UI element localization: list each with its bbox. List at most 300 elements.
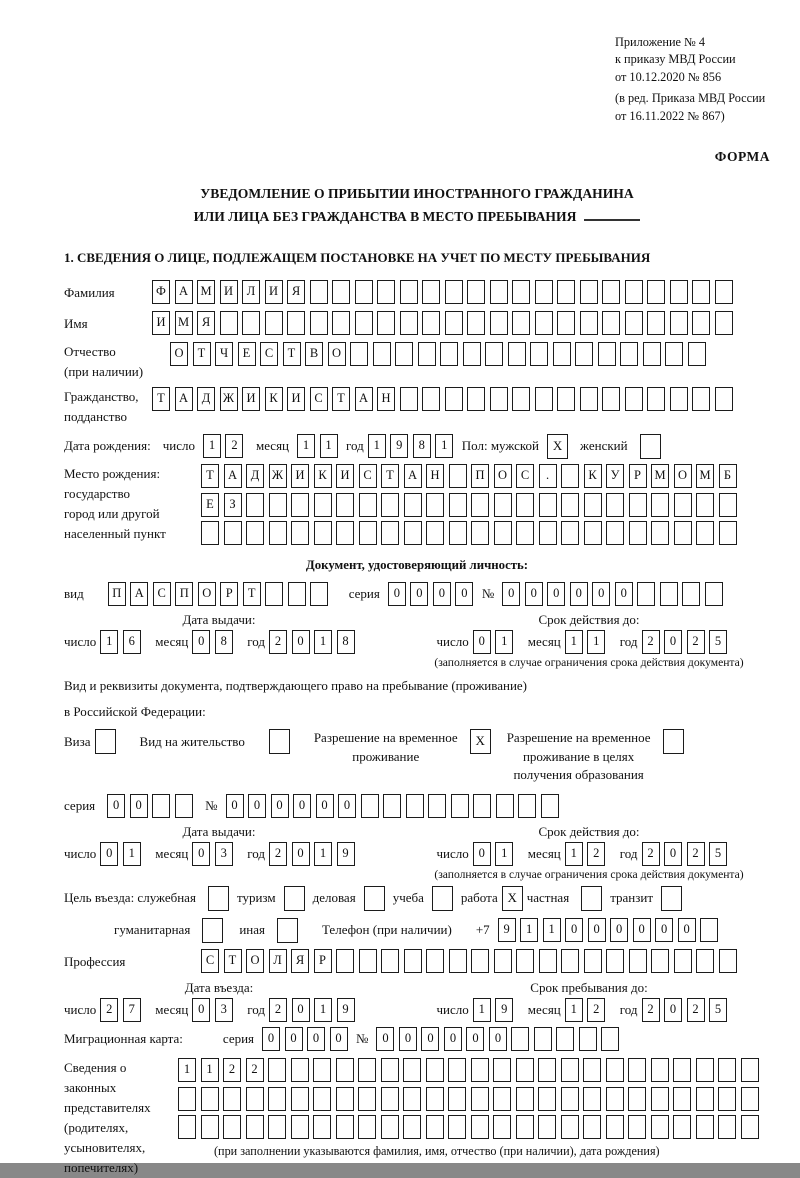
char-cell[interactable] bbox=[490, 387, 508, 411]
sex-male-checkbox[interactable]: X bbox=[547, 434, 568, 459]
char-cell[interactable] bbox=[422, 280, 440, 304]
char-cell[interactable]: 9 bbox=[498, 918, 516, 942]
char-cell[interactable] bbox=[692, 280, 710, 304]
char-cell[interactable] bbox=[584, 949, 602, 973]
char-cell[interactable]: Н bbox=[377, 387, 395, 411]
char-cell[interactable]: Я bbox=[197, 311, 215, 335]
char-cell[interactable] bbox=[539, 521, 557, 545]
char-cell[interactable]: П bbox=[175, 582, 193, 606]
char-cell[interactable] bbox=[718, 1115, 736, 1139]
char-cell[interactable] bbox=[557, 387, 575, 411]
char-cell[interactable] bbox=[606, 949, 624, 973]
doc-valid-month-boxes[interactable] bbox=[565, 630, 610, 654]
char-cell[interactable]: 1 bbox=[314, 998, 332, 1022]
char-cell[interactable] bbox=[490, 280, 508, 304]
char-cell[interactable] bbox=[332, 311, 350, 335]
char-cell[interactable] bbox=[426, 1058, 444, 1082]
char-cell[interactable] bbox=[628, 1058, 646, 1082]
char-cell[interactable]: 0 bbox=[330, 1027, 348, 1051]
char-cell[interactable]: Т bbox=[243, 582, 261, 606]
char-cell[interactable] bbox=[494, 949, 512, 973]
char-cell[interactable]: 1 bbox=[473, 998, 491, 1022]
char-cell[interactable] bbox=[336, 1115, 354, 1139]
char-cell[interactable] bbox=[602, 280, 620, 304]
char-cell[interactable]: 0 bbox=[292, 842, 310, 866]
birthplace-boxes-line3[interactable] bbox=[201, 521, 741, 545]
char-cell[interactable] bbox=[584, 493, 602, 517]
char-cell[interactable] bbox=[516, 521, 534, 545]
char-cell[interactable] bbox=[688, 342, 706, 366]
char-cell[interactable] bbox=[557, 280, 575, 304]
char-cell[interactable] bbox=[463, 342, 481, 366]
char-cell[interactable]: 0 bbox=[473, 630, 491, 654]
char-cell[interactable] bbox=[629, 521, 647, 545]
char-cell[interactable]: М bbox=[197, 280, 215, 304]
char-cell[interactable]: 0 bbox=[248, 794, 266, 818]
char-cell[interactable] bbox=[561, 493, 579, 517]
char-cell[interactable] bbox=[647, 311, 665, 335]
char-cell[interactable] bbox=[647, 280, 665, 304]
char-cell[interactable]: 3 bbox=[215, 842, 233, 866]
char-cell[interactable] bbox=[538, 1087, 556, 1111]
char-cell[interactable] bbox=[471, 949, 489, 973]
char-cell[interactable] bbox=[449, 949, 467, 973]
char-cell[interactable] bbox=[381, 493, 399, 517]
char-cell[interactable]: С bbox=[310, 387, 328, 411]
char-cell[interactable] bbox=[494, 493, 512, 517]
char-cell[interactable] bbox=[705, 582, 723, 606]
char-cell[interactable]: С bbox=[260, 342, 278, 366]
char-cell[interactable] bbox=[445, 311, 463, 335]
char-cell[interactable] bbox=[359, 493, 377, 517]
char-cell[interactable]: У bbox=[606, 464, 624, 488]
char-cell[interactable]: И bbox=[291, 464, 309, 488]
char-cell[interactable] bbox=[715, 387, 733, 411]
char-cell[interactable] bbox=[358, 1115, 376, 1139]
char-cell[interactable] bbox=[418, 342, 436, 366]
char-cell[interactable]: Р bbox=[220, 582, 238, 606]
char-cell[interactable] bbox=[493, 1087, 511, 1111]
char-cell[interactable] bbox=[246, 521, 264, 545]
char-cell[interactable] bbox=[651, 1115, 669, 1139]
char-cell[interactable]: 0 bbox=[293, 794, 311, 818]
char-cell[interactable] bbox=[579, 1027, 597, 1051]
permit-valid-year-boxes[interactable] bbox=[642, 842, 732, 866]
char-cell[interactable] bbox=[201, 1087, 219, 1111]
char-cell[interactable]: И bbox=[242, 387, 260, 411]
char-cell[interactable] bbox=[741, 1058, 759, 1082]
char-cell[interactable]: А bbox=[404, 464, 422, 488]
purpose-business-checkbox[interactable] bbox=[364, 886, 385, 911]
char-cell[interactable] bbox=[175, 794, 193, 818]
char-cell[interactable] bbox=[601, 1027, 619, 1051]
char-cell[interactable] bbox=[448, 1087, 466, 1111]
char-cell[interactable]: 0 bbox=[433, 582, 451, 606]
char-cell[interactable] bbox=[606, 1058, 624, 1082]
char-cell[interactable] bbox=[291, 1058, 309, 1082]
char-cell[interactable]: 1 bbox=[495, 842, 513, 866]
char-cell[interactable]: 5 bbox=[709, 998, 727, 1022]
char-cell[interactable]: 5 bbox=[709, 842, 727, 866]
char-cell[interactable]: 0 bbox=[466, 1027, 484, 1051]
name-boxes[interactable] bbox=[152, 311, 737, 335]
char-cell[interactable]: 1 bbox=[495, 630, 513, 654]
char-cell[interactable]: 1 bbox=[123, 842, 141, 866]
char-cell[interactable] bbox=[445, 387, 463, 411]
char-cell[interactable]: 0 bbox=[615, 582, 633, 606]
purpose-tourism-checkbox[interactable] bbox=[284, 886, 305, 911]
char-cell[interactable]: 2 bbox=[642, 842, 660, 866]
char-cell[interactable]: 0 bbox=[592, 582, 610, 606]
char-cell[interactable] bbox=[449, 493, 467, 517]
profession-boxes[interactable] bbox=[201, 949, 741, 973]
birthplace-boxes-line2[interactable] bbox=[201, 493, 741, 517]
char-cell[interactable] bbox=[404, 521, 422, 545]
char-cell[interactable]: 2 bbox=[687, 630, 705, 654]
char-cell[interactable]: К bbox=[314, 464, 332, 488]
char-cell[interactable]: Р bbox=[629, 464, 647, 488]
char-cell[interactable]: Е bbox=[238, 342, 256, 366]
char-cell[interactable]: П bbox=[471, 464, 489, 488]
doc-valid-day-boxes[interactable] bbox=[473, 630, 518, 654]
char-cell[interactable] bbox=[518, 794, 536, 818]
char-cell[interactable]: 2 bbox=[642, 998, 660, 1022]
char-cell[interactable]: И bbox=[336, 464, 354, 488]
char-cell[interactable] bbox=[493, 1115, 511, 1139]
char-cell[interactable]: Ф bbox=[152, 280, 170, 304]
char-cell[interactable] bbox=[377, 280, 395, 304]
char-cell[interactable] bbox=[448, 1115, 466, 1139]
stay-year-boxes[interactable] bbox=[642, 998, 732, 1022]
purpose-official-checkbox[interactable] bbox=[208, 886, 229, 911]
char-cell[interactable] bbox=[535, 387, 553, 411]
char-cell[interactable]: 1 bbox=[201, 1058, 219, 1082]
entry-month-boxes[interactable] bbox=[192, 998, 237, 1022]
char-cell[interactable] bbox=[336, 493, 354, 517]
char-cell[interactable]: 0 bbox=[664, 998, 682, 1022]
char-cell[interactable] bbox=[553, 342, 571, 366]
char-cell[interactable]: Т bbox=[381, 464, 399, 488]
char-cell[interactable]: А bbox=[175, 280, 193, 304]
legal-boxes-line2[interactable] bbox=[178, 1087, 763, 1111]
char-cell[interactable] bbox=[625, 387, 643, 411]
char-cell[interactable]: 0 bbox=[678, 918, 696, 942]
char-cell[interactable] bbox=[336, 1058, 354, 1082]
char-cell[interactable] bbox=[426, 1087, 444, 1111]
char-cell[interactable] bbox=[628, 1087, 646, 1111]
char-cell[interactable]: 2 bbox=[687, 842, 705, 866]
char-cell[interactable] bbox=[246, 493, 264, 517]
char-cell[interactable] bbox=[715, 280, 733, 304]
stay-month-boxes[interactable] bbox=[565, 998, 610, 1022]
char-cell[interactable] bbox=[719, 949, 737, 973]
char-cell[interactable]: 1 bbox=[565, 842, 583, 866]
char-cell[interactable]: П bbox=[108, 582, 126, 606]
char-cell[interactable] bbox=[718, 1058, 736, 1082]
entry-year-boxes[interactable] bbox=[269, 998, 359, 1022]
char-cell[interactable] bbox=[201, 1115, 219, 1139]
char-cell[interactable]: Ж bbox=[220, 387, 238, 411]
purpose-work-checkbox[interactable]: X bbox=[502, 886, 523, 911]
char-cell[interactable] bbox=[467, 280, 485, 304]
surname-boxes[interactable] bbox=[152, 280, 737, 304]
char-cell[interactable]: Д bbox=[197, 387, 215, 411]
char-cell[interactable] bbox=[620, 342, 638, 366]
mig-series-boxes[interactable] bbox=[262, 1027, 352, 1051]
char-cell[interactable] bbox=[332, 280, 350, 304]
char-cell[interactable] bbox=[265, 582, 283, 606]
char-cell[interactable] bbox=[242, 311, 260, 335]
char-cell[interactable] bbox=[313, 1058, 331, 1082]
char-cell[interactable]: Ж bbox=[269, 464, 287, 488]
char-cell[interactable] bbox=[381, 949, 399, 973]
char-cell[interactable] bbox=[291, 493, 309, 517]
char-cell[interactable]: 1 bbox=[178, 1058, 196, 1082]
char-cell[interactable] bbox=[696, 1115, 714, 1139]
char-cell[interactable]: 0 bbox=[547, 582, 565, 606]
char-cell[interactable]: 0 bbox=[489, 1027, 507, 1051]
doc-issue-year-boxes[interactable] bbox=[269, 630, 359, 654]
char-cell[interactable] bbox=[535, 280, 553, 304]
doc-series-boxes[interactable] bbox=[388, 582, 478, 606]
char-cell[interactable]: 1 bbox=[565, 630, 583, 654]
char-cell[interactable]: 0 bbox=[664, 630, 682, 654]
char-cell[interactable]: Л bbox=[269, 949, 287, 973]
char-cell[interactable] bbox=[449, 464, 467, 488]
char-cell[interactable] bbox=[538, 1058, 556, 1082]
char-cell[interactable] bbox=[313, 1115, 331, 1139]
char-cell[interactable]: Н bbox=[426, 464, 444, 488]
char-cell[interactable]: 0 bbox=[192, 630, 210, 654]
char-cell[interactable] bbox=[561, 1087, 579, 1111]
char-cell[interactable] bbox=[467, 387, 485, 411]
char-cell[interactable]: Т bbox=[283, 342, 301, 366]
char-cell[interactable] bbox=[696, 949, 714, 973]
char-cell[interactable] bbox=[511, 1027, 529, 1051]
char-cell[interactable] bbox=[490, 311, 508, 335]
char-cell[interactable] bbox=[719, 521, 737, 545]
char-cell[interactable] bbox=[741, 1087, 759, 1111]
char-cell[interactable]: 1 bbox=[297, 434, 315, 458]
char-cell[interactable] bbox=[426, 1115, 444, 1139]
citizenship-boxes[interactable] bbox=[152, 387, 737, 411]
char-cell[interactable]: 8 bbox=[337, 630, 355, 654]
char-cell[interactable] bbox=[512, 311, 530, 335]
char-cell[interactable] bbox=[403, 1087, 421, 1111]
char-cell[interactable]: 8 bbox=[413, 434, 431, 458]
char-cell[interactable] bbox=[584, 521, 602, 545]
char-cell[interactable] bbox=[696, 1058, 714, 1082]
char-cell[interactable] bbox=[556, 1027, 574, 1051]
temp-residence-checkbox[interactable]: X bbox=[470, 729, 491, 754]
char-cell[interactable] bbox=[682, 582, 700, 606]
char-cell[interactable] bbox=[670, 280, 688, 304]
char-cell[interactable] bbox=[674, 493, 692, 517]
purpose-humanitarian-checkbox[interactable] bbox=[202, 918, 223, 943]
char-cell[interactable] bbox=[268, 1087, 286, 1111]
char-cell[interactable] bbox=[406, 794, 424, 818]
char-cell[interactable] bbox=[265, 311, 283, 335]
char-cell[interactable]: 3 bbox=[215, 998, 233, 1022]
char-cell[interactable]: Т bbox=[152, 387, 170, 411]
char-cell[interactable]: 0 bbox=[192, 842, 210, 866]
char-cell[interactable]: 2 bbox=[246, 1058, 264, 1082]
char-cell[interactable] bbox=[643, 342, 661, 366]
char-cell[interactable]: 0 bbox=[100, 842, 118, 866]
char-cell[interactable]: 0 bbox=[292, 630, 310, 654]
char-cell[interactable]: 2 bbox=[642, 630, 660, 654]
birth-month-boxes[interactable] bbox=[297, 434, 342, 458]
char-cell[interactable]: Л bbox=[242, 280, 260, 304]
char-cell[interactable]: 0 bbox=[285, 1027, 303, 1051]
doc-valid-year-boxes[interactable] bbox=[642, 630, 732, 654]
char-cell[interactable]: К bbox=[265, 387, 283, 411]
birthplace-boxes-line1[interactable] bbox=[201, 464, 741, 488]
char-cell[interactable]: С bbox=[516, 464, 534, 488]
char-cell[interactable] bbox=[651, 521, 669, 545]
permit-valid-day-boxes[interactable] bbox=[473, 842, 518, 866]
char-cell[interactable] bbox=[428, 794, 446, 818]
char-cell[interactable]: 9 bbox=[390, 434, 408, 458]
char-cell[interactable] bbox=[647, 387, 665, 411]
char-cell[interactable] bbox=[291, 521, 309, 545]
char-cell[interactable] bbox=[314, 493, 332, 517]
char-cell[interactable]: А bbox=[355, 387, 373, 411]
char-cell[interactable] bbox=[629, 949, 647, 973]
char-cell[interactable]: 1 bbox=[320, 434, 338, 458]
char-cell[interactable] bbox=[670, 387, 688, 411]
char-cell[interactable]: О bbox=[246, 949, 264, 973]
char-cell[interactable]: 0 bbox=[473, 842, 491, 866]
char-cell[interactable] bbox=[268, 1115, 286, 1139]
purpose-other-checkbox[interactable] bbox=[277, 918, 298, 943]
permit-issue-year-boxes[interactable] bbox=[269, 842, 359, 866]
doc-number-boxes[interactable] bbox=[502, 582, 727, 606]
char-cell[interactable] bbox=[473, 794, 491, 818]
char-cell[interactable] bbox=[580, 280, 598, 304]
char-cell[interactable]: О bbox=[494, 464, 512, 488]
char-cell[interactable]: Д bbox=[246, 464, 264, 488]
char-cell[interactable]: И bbox=[152, 311, 170, 335]
char-cell[interactable]: 7 bbox=[123, 998, 141, 1022]
char-cell[interactable]: 9 bbox=[337, 842, 355, 866]
char-cell[interactable]: 9 bbox=[495, 998, 513, 1022]
char-cell[interactable]: М bbox=[696, 464, 714, 488]
char-cell[interactable] bbox=[314, 521, 332, 545]
char-cell[interactable] bbox=[561, 521, 579, 545]
char-cell[interactable] bbox=[651, 1058, 669, 1082]
char-cell[interactable]: 0 bbox=[455, 582, 473, 606]
char-cell[interactable] bbox=[516, 1058, 534, 1082]
char-cell[interactable] bbox=[674, 949, 692, 973]
char-cell[interactable]: Р bbox=[314, 949, 332, 973]
char-cell[interactable] bbox=[400, 387, 418, 411]
char-cell[interactable]: 2 bbox=[269, 998, 287, 1022]
char-cell[interactable]: 1 bbox=[520, 918, 538, 942]
char-cell[interactable] bbox=[493, 1058, 511, 1082]
char-cell[interactable]: 0 bbox=[655, 918, 673, 942]
char-cell[interactable] bbox=[665, 342, 683, 366]
char-cell[interactable] bbox=[629, 493, 647, 517]
char-cell[interactable] bbox=[403, 1115, 421, 1139]
char-cell[interactable] bbox=[651, 1087, 669, 1111]
char-cell[interactable]: А bbox=[224, 464, 242, 488]
char-cell[interactable]: А bbox=[130, 582, 148, 606]
doc-type-boxes[interactable] bbox=[108, 582, 333, 606]
char-cell[interactable]: 0 bbox=[410, 582, 428, 606]
char-cell[interactable] bbox=[268, 1058, 286, 1082]
birth-year-boxes[interactable] bbox=[368, 434, 458, 458]
char-cell[interactable] bbox=[741, 1115, 759, 1139]
char-cell[interactable] bbox=[660, 582, 678, 606]
char-cell[interactable] bbox=[512, 387, 530, 411]
char-cell[interactable]: . bbox=[539, 464, 557, 488]
char-cell[interactable] bbox=[336, 949, 354, 973]
char-cell[interactable] bbox=[377, 311, 395, 335]
char-cell[interactable]: В bbox=[305, 342, 323, 366]
char-cell[interactable]: 0 bbox=[388, 582, 406, 606]
char-cell[interactable] bbox=[449, 521, 467, 545]
char-cell[interactable] bbox=[223, 1087, 241, 1111]
purpose-study-checkbox[interactable] bbox=[432, 886, 453, 911]
char-cell[interactable] bbox=[670, 311, 688, 335]
char-cell[interactable]: 0 bbox=[633, 918, 651, 942]
char-cell[interactable]: 0 bbox=[570, 582, 588, 606]
char-cell[interactable] bbox=[561, 949, 579, 973]
char-cell[interactable] bbox=[291, 1115, 309, 1139]
char-cell[interactable] bbox=[516, 1087, 534, 1111]
char-cell[interactable] bbox=[471, 493, 489, 517]
char-cell[interactable] bbox=[426, 493, 444, 517]
char-cell[interactable] bbox=[451, 794, 469, 818]
char-cell[interactable]: С bbox=[201, 949, 219, 973]
char-cell[interactable] bbox=[606, 1087, 624, 1111]
char-cell[interactable] bbox=[602, 311, 620, 335]
char-cell[interactable] bbox=[580, 311, 598, 335]
char-cell[interactable]: С bbox=[153, 582, 171, 606]
permit-series-boxes[interactable] bbox=[107, 794, 197, 818]
char-cell[interactable] bbox=[539, 493, 557, 517]
char-cell[interactable] bbox=[246, 1115, 264, 1139]
patronymic-boxes[interactable] bbox=[170, 342, 710, 366]
char-cell[interactable] bbox=[395, 342, 413, 366]
char-cell[interactable]: 0 bbox=[376, 1027, 394, 1051]
char-cell[interactable] bbox=[512, 280, 530, 304]
char-cell[interactable] bbox=[625, 280, 643, 304]
char-cell[interactable]: С bbox=[359, 464, 377, 488]
char-cell[interactable] bbox=[350, 342, 368, 366]
char-cell[interactable]: 2 bbox=[687, 998, 705, 1022]
phone-boxes[interactable] bbox=[498, 918, 723, 942]
char-cell[interactable]: 1 bbox=[368, 434, 386, 458]
char-cell[interactable] bbox=[313, 1087, 331, 1111]
char-cell[interactable] bbox=[358, 1087, 376, 1111]
char-cell[interactable] bbox=[539, 949, 557, 973]
char-cell[interactable]: 1 bbox=[543, 918, 561, 942]
char-cell[interactable] bbox=[606, 493, 624, 517]
char-cell[interactable] bbox=[440, 342, 458, 366]
char-cell[interactable]: И bbox=[287, 387, 305, 411]
char-cell[interactable]: 2 bbox=[100, 998, 118, 1022]
char-cell[interactable] bbox=[530, 342, 548, 366]
char-cell[interactable]: 0 bbox=[399, 1027, 417, 1051]
char-cell[interactable] bbox=[336, 521, 354, 545]
char-cell[interactable] bbox=[535, 311, 553, 335]
permit-issue-month-boxes[interactable] bbox=[192, 842, 237, 866]
char-cell[interactable]: 0 bbox=[565, 918, 583, 942]
char-cell[interactable] bbox=[404, 493, 422, 517]
char-cell[interactable]: Т bbox=[193, 342, 211, 366]
